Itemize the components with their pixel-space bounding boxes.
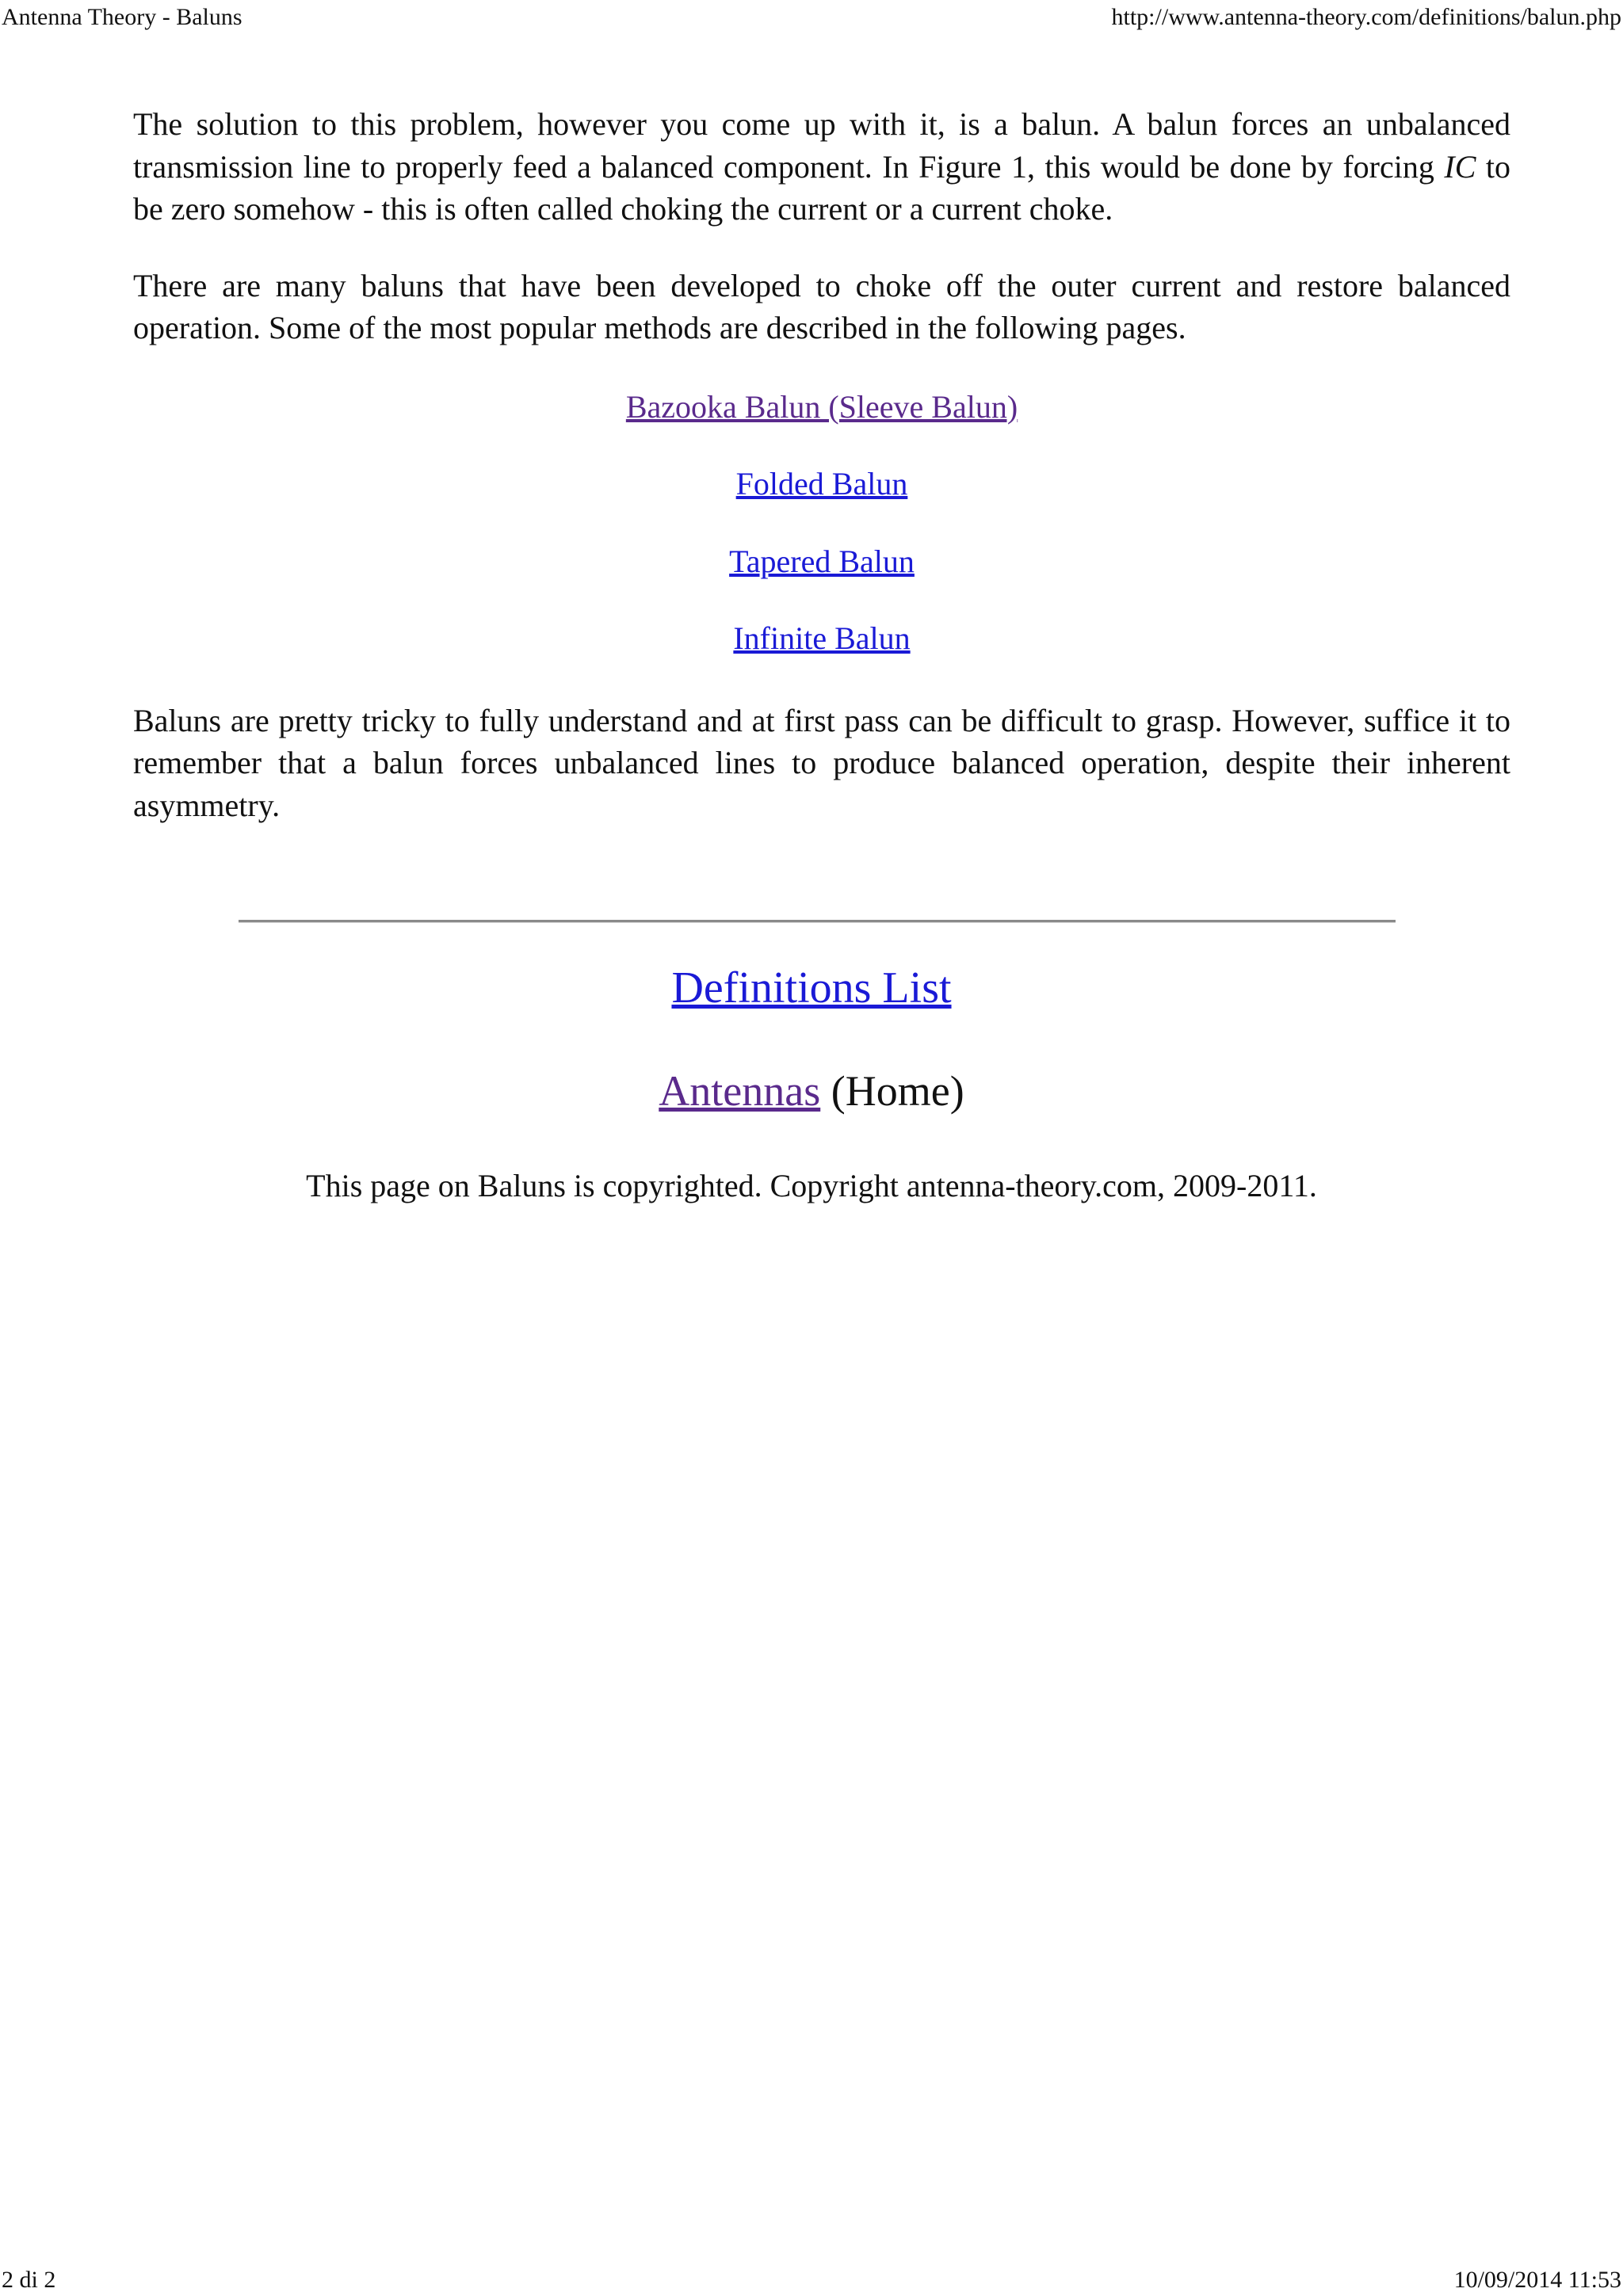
link-infinite-balun[interactable]: Infinite Balun	[733, 620, 911, 656]
paragraph-text: The solution to this problem, however you come up with it, is a balun. A balun forces an unbalanced transmission line to properly feed a balanced component. In Figure 1, this would be done by forcing	[133, 106, 1510, 185]
copyright-notice: This page on Baluns is copyrighted. Copyright antenna-theory.com, 2009-2011.	[306, 1168, 1317, 1203]
current-symbol: IC	[1444, 148, 1476, 185]
main-content	[133, 103, 1510, 826]
definitions-section	[0, 960, 1623, 1016]
balun-links-list	[133, 386, 1510, 660]
link-antennas-home[interactable]: Antennas	[659, 1067, 821, 1115]
paragraph-balun-types: There are many baluns that have been developed to choke off the outer current and restore balanced operation. Some of the most popular methods are described in the following pages.	[133, 267, 1510, 345]
print-timestamp: 10/09/2014 11:53	[1453, 2267, 1621, 2293]
print-header	[0, 2, 1623, 33]
print-page-number: 2 di 2	[2, 2267, 56, 2293]
paragraph-balun-solution	[133, 103, 1510, 231]
link-tapered-balun[interactable]: Tapered Balun	[729, 543, 915, 579]
home-label: (Home)	[820, 1067, 964, 1115]
print-page-url: http://www.antenna-theory.com/definitions/balun.php	[1111, 4, 1621, 30]
home-section	[0, 1063, 1623, 1119]
paragraph-balun-summary: Baluns are pretty tricky to fully understand and at first pass can be difficult to grasp. However, suffice it to remember that a balun forces unbalanced lines to produce balanced operation, despite their inherent asymmetry.	[133, 702, 1510, 823]
link-folded-balun[interactable]: Folded Balun	[735, 466, 908, 502]
horizontal-divider	[239, 920, 1396, 923]
link-definitions-list[interactable]: Definitions List	[671, 963, 952, 1013]
link-bazooka-balun[interactable]: Bazooka Balun (Sleeve Balun)	[625, 388, 1018, 425]
print-footer	[0, 2264, 1623, 2296]
print-page-title: Antenna Theory - Baluns	[2, 4, 242, 30]
paragraph-text: to be zero somehow - this is often called choking the current or a current choke.	[133, 148, 1510, 227]
